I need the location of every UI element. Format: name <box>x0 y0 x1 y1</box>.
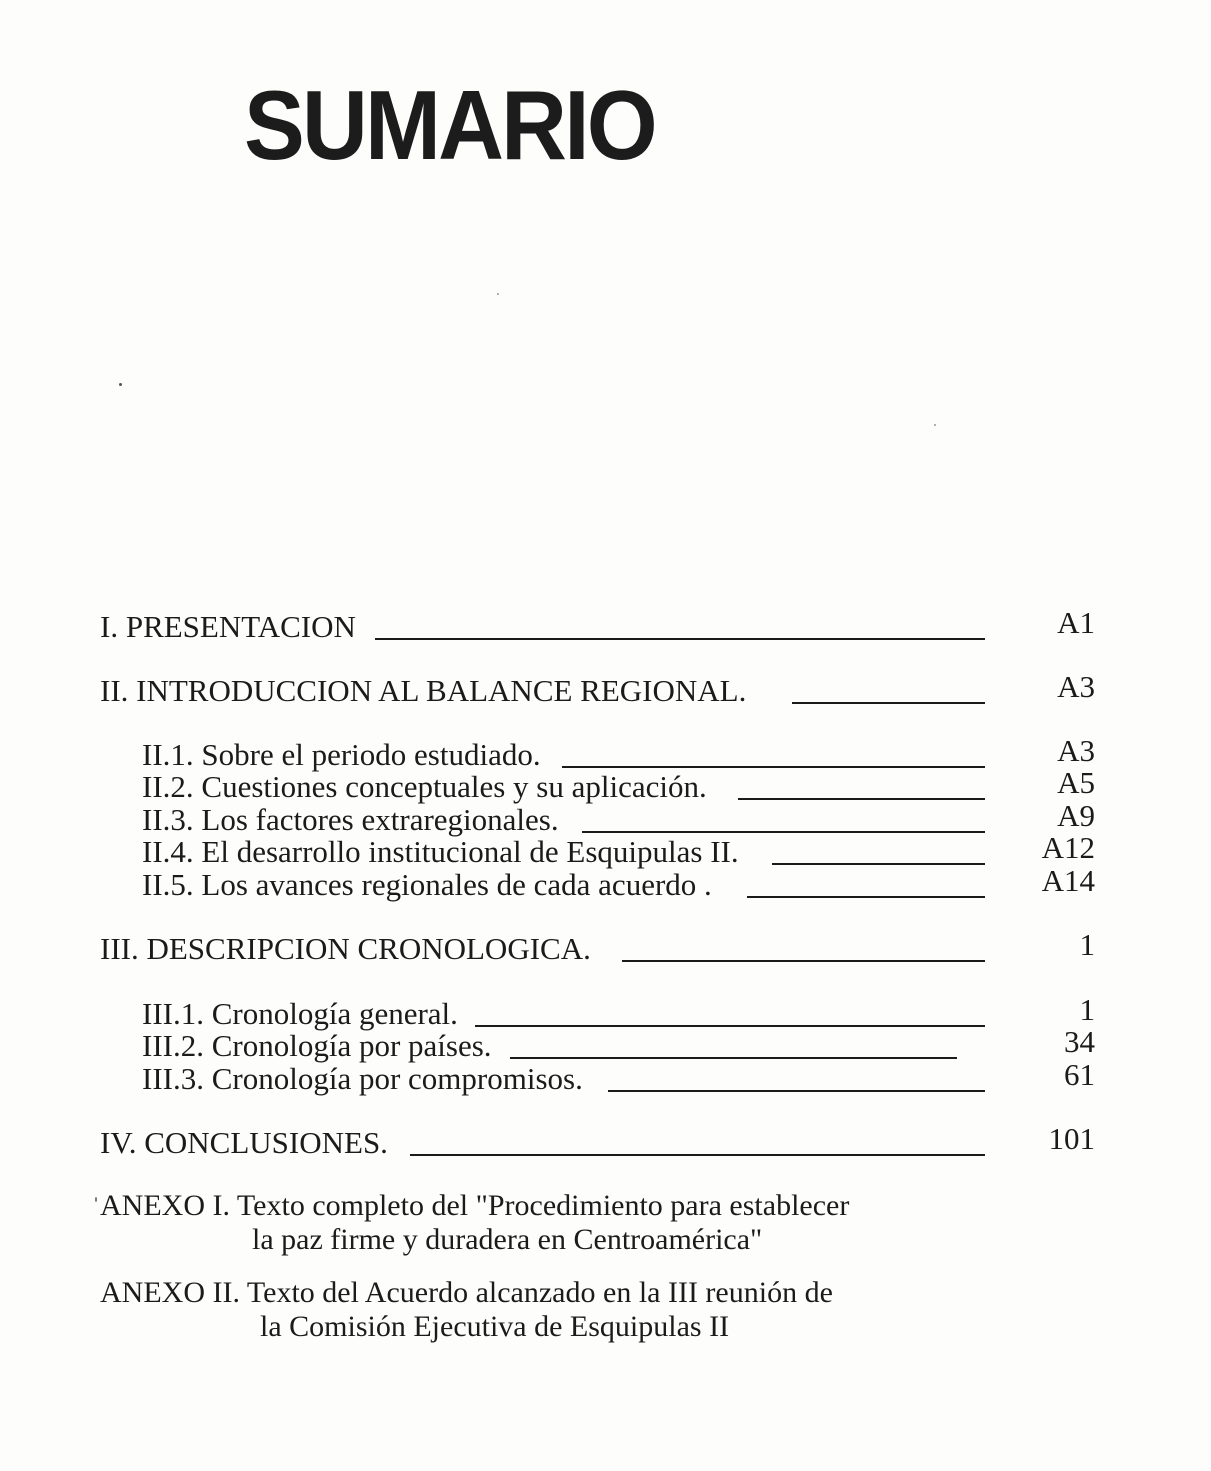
toc-page-number: A1 <box>1057 605 1095 640</box>
page-title: SUMARIO <box>244 70 655 180</box>
toc-leader-line <box>608 1090 985 1092</box>
toc-label: III.1. Cronología general. <box>142 996 458 1031</box>
scan-speck <box>934 424 936 426</box>
toc-label: III.3. Cronología por compromisos. <box>142 1061 583 1096</box>
toc-leader-line <box>562 766 985 768</box>
toc-leader-line <box>747 896 985 898</box>
annex-1-line2: la paz firme y duradera en Centroamérica" <box>252 1223 763 1256</box>
toc-leader-line <box>792 702 985 704</box>
toc-page-number: 1 <box>1079 927 1095 962</box>
toc-page-number: A9 <box>1057 798 1095 833</box>
toc-page-number: A3 <box>1057 669 1095 704</box>
annex-2-line1: ANEXO II. Texto del Acuerdo alcanzado en la III reunión de <box>100 1276 833 1309</box>
toc-leader-line <box>622 960 985 962</box>
toc-label: I. PRESENTACION <box>100 609 356 644</box>
toc-page-number: 1 <box>1079 992 1095 1027</box>
toc-page-number: 101 <box>1048 1121 1095 1156</box>
toc-label: IV. CONCLUSIONES. <box>100 1125 388 1160</box>
toc-label: II.3. Los factores extraregionales. <box>142 802 559 837</box>
toc-label: III.2. Cronología por países. <box>142 1028 492 1063</box>
toc-leader-line <box>410 1154 985 1156</box>
annex-2-line2: la Comisión Ejecutiva de Esquipulas II <box>260 1310 730 1343</box>
toc-leader-line <box>475 1025 985 1027</box>
toc-label: III. DESCRIPCION CRONOLOGICA. <box>100 931 591 966</box>
toc-label: II.4. El desarrollo institucional de Esquipulas II. <box>142 834 739 869</box>
toc-label: II.2. Cuestiones conceptuales y su aplicación. <box>142 769 707 804</box>
toc-leader-line <box>582 831 985 833</box>
annex-2 <box>100 1276 833 1344</box>
toc-leader-line <box>772 863 985 865</box>
toc-page-number: A3 <box>1057 733 1095 768</box>
toc-page-number: A12 <box>1041 830 1095 865</box>
scan-speck <box>119 383 122 386</box>
toc-label: II.5. Los avances regionales de cada acuerdo . <box>142 867 712 902</box>
toc-leader-line <box>738 798 985 800</box>
scan-speck <box>95 1197 97 1202</box>
toc-page-number: 34 <box>1064 1024 1095 1059</box>
annex-1-line1: ANEXO I. Texto completo del "Procedimiento para establecer <box>100 1189 850 1222</box>
toc-label: II.1. Sobre el periodo estudiado. <box>142 737 541 772</box>
toc-leader-line <box>510 1057 957 1059</box>
annex-1 <box>100 1189 849 1257</box>
toc-label: II. INTRODUCCION AL BALANCE REGIONAL. <box>100 673 747 708</box>
toc-page-number: 61 <box>1064 1057 1095 1092</box>
toc-leader-line <box>375 638 985 640</box>
scan-speck <box>497 293 499 295</box>
toc-page-number: A14 <box>1041 863 1095 898</box>
toc-page-number: A5 <box>1057 765 1095 800</box>
